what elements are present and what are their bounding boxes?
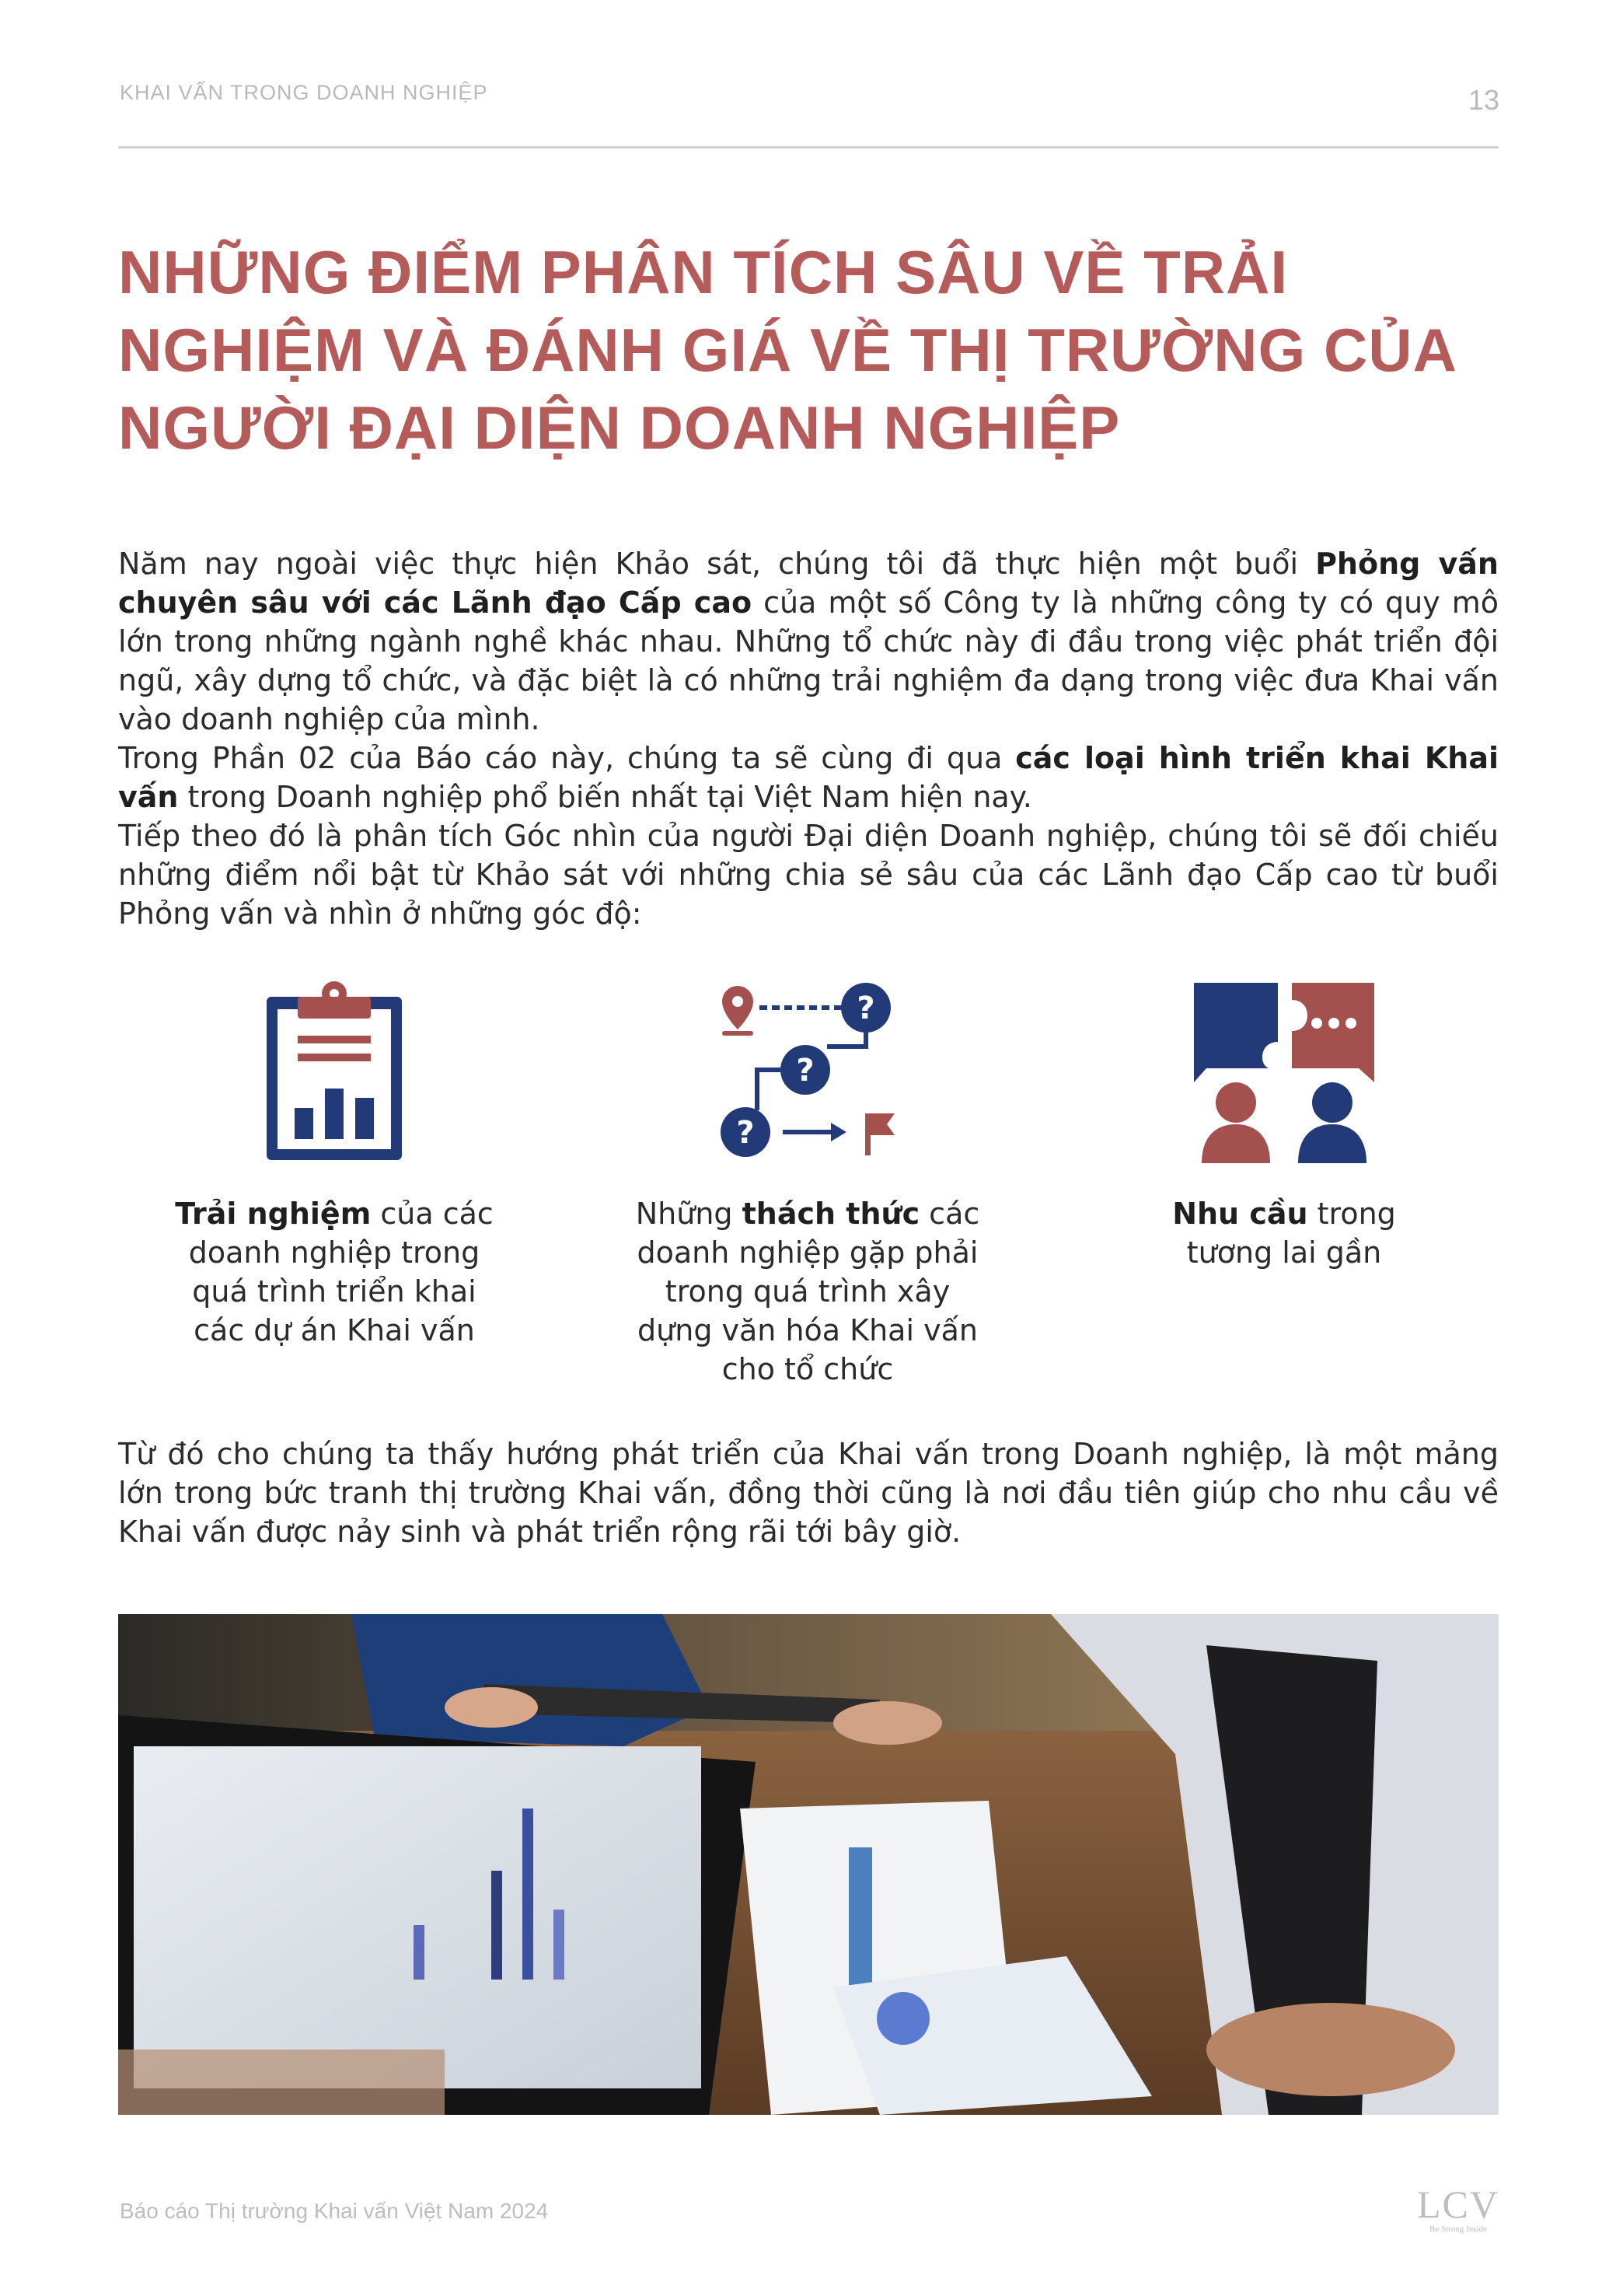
experience-caption: Trải nghiệm của các doanh nghiệp trong quá trình triển khai các dự án Khai vấn: [175, 1197, 494, 1347]
page-number: 13: [1468, 84, 1499, 116]
intro-emphasis-2: các loại hình triển khai Khai vấn: [118, 741, 1499, 814]
intro-paragraph-2: Trong Phần 02 của Báo cáo này, chúng ta sẽ cùng đi qua các loại hình triển khai Khai vấn trong Doanh nghiệp phổ biến nhất tại Việt Nam hiện nay.: [118, 741, 1499, 814]
conversation-people-icon: [1191, 980, 1377, 1166]
lcv-logo: [1417, 2182, 1499, 2235]
needs-caption: Nhu cầu trong tương lai gần: [1172, 1197, 1396, 1270]
svg-text:?: ?: [796, 1053, 815, 1089]
header-divider: [118, 146, 1499, 149]
page-title: NHỮNG ĐIỂM PHÂN TÍCH SÂU VỀ TRẢI NGHIỆM VÀ ĐÁNH GIÁ VỀ THỊ TRƯỜNG CỦA NGƯỜI ĐẠI DIỆN DOANH NGHIỆP: [118, 238, 1456, 462]
intro-emphasis-1: Phỏng vấn chuyên sâu với các Lãnh đạo Cấp cao: [118, 547, 1499, 620]
running-title: KHAI VẤN TRONG DOANH NGHIỆP: [120, 81, 488, 104]
footer-report-name: Báo cáo Thị trường Khai vấn Việt Nam 2024: [120, 2199, 549, 2223]
svg-text:?: ?: [857, 991, 875, 1026]
logo-tagline: Be Strong Inside: [1429, 2224, 1487, 2234]
svg-text:?: ?: [736, 1115, 755, 1151]
intro-paragraph-3: Tiếp theo đó là phân tích Góc nhìn của người Đại diện Doanh nghiệp, chúng tôi sẽ đối chiếu những điểm nổi bật từ Khảo sát với những chia sẻ sâu của các Lãnh đạo Cấp cao từ buổi Phỏng vấn và nhìn ở những góc độ:: [118, 819, 1499, 931]
intro-paragraph-1: Năm nay ngoài việc thực hiện Khảo sát, chúng tôi đã thực hiện một buổi Phỏng vấn chuyên sâu với các Lãnh đạo Cấp cao của một số Công ty là những công ty có quy mô lớn trong những ngành nghề khác nhau. Những tổ chức này đi đầu trong việc phát triển đội ngũ, xây dựng tổ chức, và đặc biệt là có những trải nghiệm đa dạng trong việc đưa Khai vấn vào doanh nghiệp của mình.: [118, 547, 1499, 736]
challenges-caption: Những thách thức các doanh nghiệp gặp phải trong quá trình xây dựng văn hóa Khai vấn cho tổ chức: [635, 1197, 980, 1386]
logo-mark: LCV: [1417, 2182, 1499, 2226]
meeting-photo: [118, 1614, 1499, 2115]
perspective-experience: [132, 980, 536, 1350]
perspective-challenges: [606, 980, 1010, 1389]
path-questions-icon: [714, 980, 901, 1166]
conclusion-paragraph: Từ đó cho chúng ta thấy hướng phát triển của Khai vấn trong Doanh nghiệp, là một mảng lớn trong bức tranh thị trường Khai vấn, đồng thời cũng là nơi đầu tiên giúp cho nhu cầu về Khai vấn được nảy sinh và phát triển rộng rãi tới bây giờ.: [118, 1437, 1499, 1549]
perspective-needs: [1082, 980, 1486, 1272]
clipboard-chart-icon: [260, 980, 408, 1166]
intro-text: [118, 544, 1499, 933]
